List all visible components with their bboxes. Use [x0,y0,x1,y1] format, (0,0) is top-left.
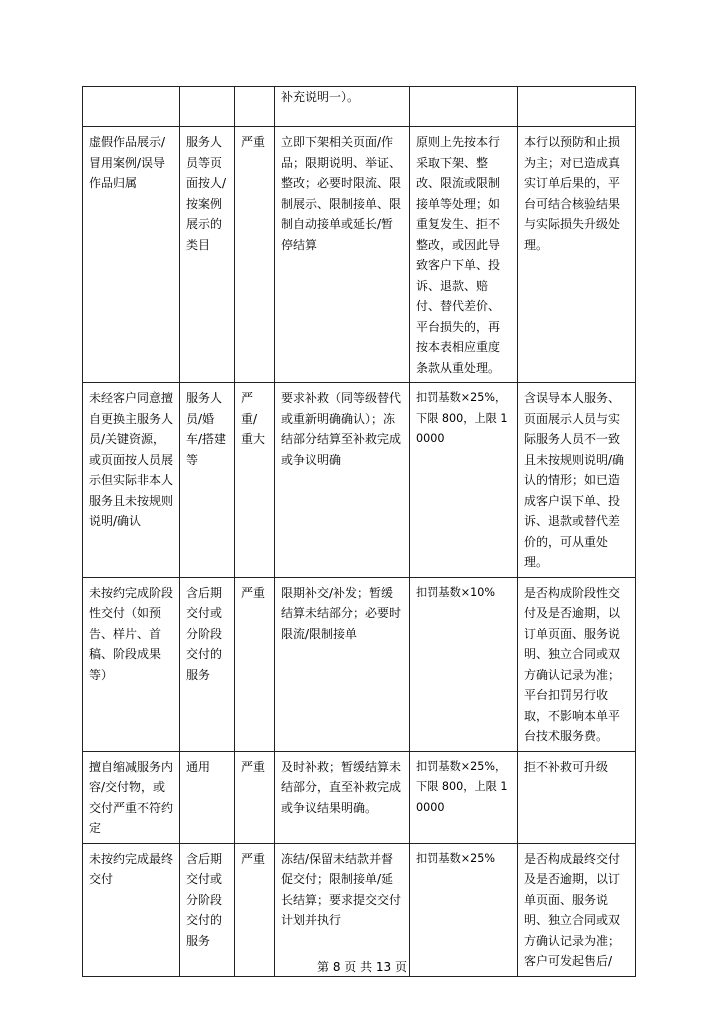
cell-level: 严重 [235,843,275,976]
cell-note [518,87,636,127]
cell-item: 擅自缩减服务内容/交付物，或交付严重不符约定 [83,751,180,843]
cell-scope: 通用 [180,751,235,843]
table-row-continuation [83,87,636,127]
cell-level: 严重/重大 [235,383,275,578]
cell-note: 含误导本人服务、页面展示人员与实际服务人员不一致且未按规则说明/确认的情形；如已造成客户误下单、投诉、退款或替代差价的，可从重处理。 [518,383,636,578]
cell-measure: 要求补救（同等级替代或重新明确确认）；冻结部分结算至补救完成或争议明确 [275,383,410,578]
cell-item: 未按约完成最终交付 [83,843,180,976]
table-row [83,751,636,843]
cell-item: 未按约完成阶段性交付（如预告、样片、首稿、阶段成果等） [83,577,180,751]
cell-measure: 补充说明一）。 [275,87,410,127]
table-row [83,127,636,383]
cell-penalty [410,87,518,127]
cell-level: 严重 [235,751,275,843]
cell-penalty: 扣罚基数×25%，下限 800，上限 10000 [410,383,518,578]
cell-level: 严重 [235,127,275,383]
cell-note: 是否构成最终交付及是否逾期，以订单页面、服务说明、独立合同或双方确认记录为准；客户可发起售后/ [518,843,636,976]
cell-scope: 服务人员等页面按人/按案例展示的类目 [180,127,235,383]
cell-penalty: 扣罚基数×25% [410,843,518,976]
cell-penalty: 扣罚基数×10% [410,577,518,751]
table-row [83,577,636,751]
cell-penalty: 原则上先按本行采取下架、整改、限流或限制接单等处理；如重复发生、拒不整改，或因此导致客户下单、投诉、退款、赔付、替代差价、平台损失的，再按本表相应重度条款从重处理。 [410,127,518,383]
cell-penalty: 扣罚基数×25%，下限 800，上限 10000 [410,751,518,843]
cell-level [235,87,275,127]
cell-item [83,87,180,127]
table-row [83,843,636,976]
cell-measure: 及时补救；暂缓结算未结部分，直至补救完成或争议结果明确。 [275,751,410,843]
cell-scope [180,87,235,127]
cell-item: 未经客户同意擅自更换主服务人员/关键资源，或页面按人员展示但实际非本人服务且未按规则说明/确认 [83,383,180,578]
cell-scope: 服务人员/婚车/搭建等 [180,383,235,578]
page-number: 第 8 页 共 13 页 [317,960,407,974]
cell-note: 本行以预防和止损为主；对已造成真实订单后果的，平台可结合核验结果与实际损失升级处理。 [518,127,636,383]
cell-scope: 含后期交付或分阶段交付的服务 [180,577,235,751]
cell-measure: 限期补交/补发；暂缓结算未结部分；必要时限流/限制接单 [275,577,410,751]
cell-note: 是否构成阶段性交付及是否逾期，以订单页面、服务说明、独立合同或双方确认记录为准；平台扣罚另行收取，不影响本单平台技术服务费。 [518,577,636,751]
cell-level: 严重 [235,577,275,751]
cell-note: 拒不补救可升级 [518,751,636,843]
cell-measure: 冻结/保留未结款并督促交付；限制接单/延长结算；要求提交交付计划并执行 [275,843,410,976]
table-row [83,383,636,578]
penalty-table [82,86,636,977]
cell-scope: 含后期交付或分阶段交付的服务 [180,843,235,976]
cell-item: 虚假作品展示/冒用案例/误导作品归属 [83,127,180,383]
cell-measure: 立即下架相关页面/作品；限期说明、举证、整改；必要时限流、限制展示、限制接单、限制自动接单或延长/暂停结算 [275,127,410,383]
